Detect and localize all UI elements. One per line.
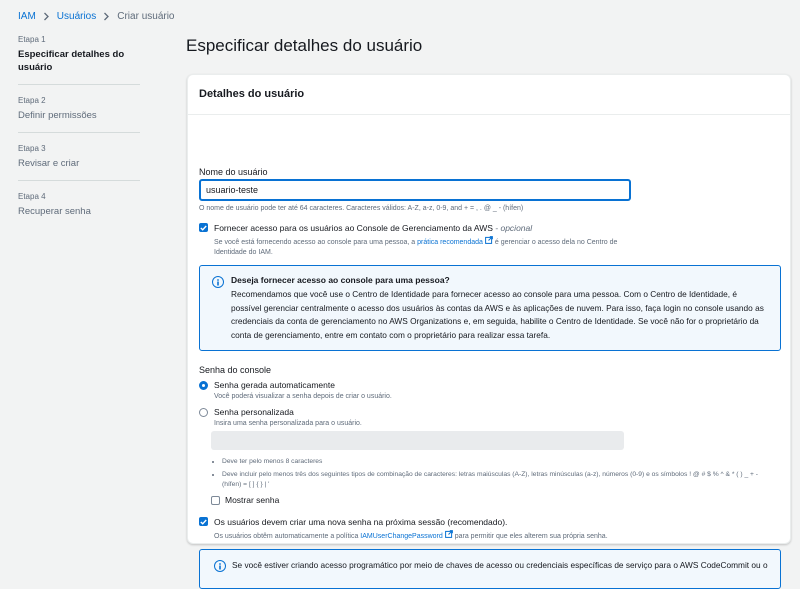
chevron-right-icon	[43, 12, 50, 21]
console-access-checkbox[interactable]	[199, 223, 208, 232]
identity-center-info-alert	[199, 265, 781, 351]
page-title: Especificar detalhes do usuário	[186, 36, 423, 55]
require-reset-checkbox[interactable]	[199, 517, 208, 526]
password-rule: • Deve ter pelo menos 8 caracteres	[222, 457, 767, 467]
show-password-label[interactable]: Mostrar senha	[225, 495, 280, 505]
username-label: Nome do usuário	[199, 167, 268, 177]
reset-hint-text: Os usuários obtêm automaticamente a política	[214, 532, 361, 540]
show-password-option	[211, 495, 279, 505]
auto-password-hint: Você poderá visualizar a senha depois de criar o usuário.	[214, 393, 392, 400]
info-alert-title: Deseja fornecer acesso ao console para uma pessoa?	[231, 275, 450, 285]
breadcrumb-iam-link[interactable]: IAM	[18, 10, 36, 22]
require-reset-hint	[214, 530, 608, 542]
console-hint-text: Se você está fornecendo acesso ao console para uma pessoa, a	[214, 238, 418, 246]
console-access-option	[199, 223, 789, 258]
username-hint: O nome de usuário pode ter até 64 caracteres. Caracteres válidos: A-Z, a-z, 0-9, and + = , . @ _ - (hífen)	[199, 205, 524, 212]
step-number: Etapa 2	[18, 96, 46, 105]
console-access-label[interactable]: Fornecer acesso para os usuários ao Console de Gerenciamento da AWS	[214, 223, 493, 233]
custom-password-input[interactable]	[211, 431, 624, 450]
custom-password-label[interactable]: Senha personalizada	[214, 407, 294, 417]
step-title: Definir permissões	[18, 110, 97, 121]
require-reset-label[interactable]: Os usuários devem criar uma nova senha na próxima sessão (recomendado).	[214, 517, 508, 527]
console-hint-text-end: é gerenciar o acesso dela no Centro de Identidade do IAM.	[214, 238, 618, 256]
info-icon	[214, 560, 226, 572]
best-practice-link[interactable]: prática recomendada	[417, 238, 483, 246]
wizard-step-2	[18, 95, 140, 133]
info-alert-text: Recomendamos que você use o Centro de Identidade para fornecer acesso ao console para uma pessoa. Com o Centro de Identidade, é possível gerenciar centralmente o acesso dos usuários às contas da AWS e às aplicações de nuvem. Para isso, faça login no console usando as credenciais da conta de gerenciamento no AWS Organizations e, em seguida, habilite o Centro de Identidade. Se você não for o proprietário da conta de gerenciamento, entre em contato com o proprietário para realizar essa tarefa.	[231, 289, 764, 340]
step-title: Revisar e criar	[18, 158, 80, 169]
wizard-step-3	[18, 143, 140, 181]
breadcrumb-users-link[interactable]: Usuários	[56, 10, 97, 22]
step-number: Etapa 3	[18, 144, 46, 153]
user-details-panel	[187, 74, 791, 570]
iam-change-password-link[interactable]: IAMUserChangePassword	[360, 532, 443, 540]
checkmark-icon	[200, 225, 207, 231]
optional-tag: - opcional	[492, 223, 533, 233]
chevron-right-icon	[103, 12, 110, 21]
step-number: Etapa 4	[18, 192, 46, 201]
step-title: Especificar detalhes do usuário	[18, 49, 125, 73]
checkmark-icon	[200, 519, 207, 525]
custom-password-hint: Insira uma senha personalizada para o usuário.	[214, 420, 362, 427]
reset-hint-text-end: para permitir que eles alterem sua própria senha.	[452, 532, 608, 540]
password-rule: • Deve incluir pelo menos três dos seguintes tipos de combinação de caracteres: letras maiúsculas (A-Z), letras minúsculas (a-z), números (0-9) e os símbolos ! @ # $ % ^ & * ( ) _ + - (hífen) = [ ] { } | '	[222, 470, 767, 490]
breadcrumb-current: Criar usuário	[117, 10, 175, 22]
custom-password-radio[interactable]	[199, 408, 208, 417]
programmatic-info-text: Se você estiver criando acesso programático por meio de chaves de acesso ou credenciais específicas de serviço para o AWS CodeCommit ou o	[232, 560, 768, 570]
step-number: Etapa 1	[18, 35, 46, 44]
step-title: Recuperar senha	[18, 206, 91, 217]
programmatic-access-info-alert	[199, 549, 781, 589]
panel-title: Detalhes do usuário	[188, 75, 790, 115]
external-link-icon[interactable]	[445, 530, 453, 542]
wizard-steps	[18, 34, 140, 238]
auto-password-radio[interactable]	[199, 381, 208, 390]
breadcrumb	[18, 9, 175, 23]
info-icon	[212, 276, 224, 288]
show-password-checkbox[interactable]	[211, 496, 220, 505]
username-input[interactable]	[199, 179, 631, 201]
wizard-step-1	[18, 34, 140, 85]
custom-password-option	[199, 407, 362, 429]
password-rules-list	[222, 457, 767, 493]
auto-password-label[interactable]: Senha gerada automaticamente	[214, 380, 335, 390]
external-link-icon[interactable]	[485, 236, 493, 248]
console-access-hint	[214, 236, 644, 258]
wizard-step-4	[18, 191, 140, 228]
auto-password-option	[199, 380, 392, 402]
require-reset-option	[199, 517, 608, 542]
console-password-label: Senha do console	[199, 365, 272, 375]
